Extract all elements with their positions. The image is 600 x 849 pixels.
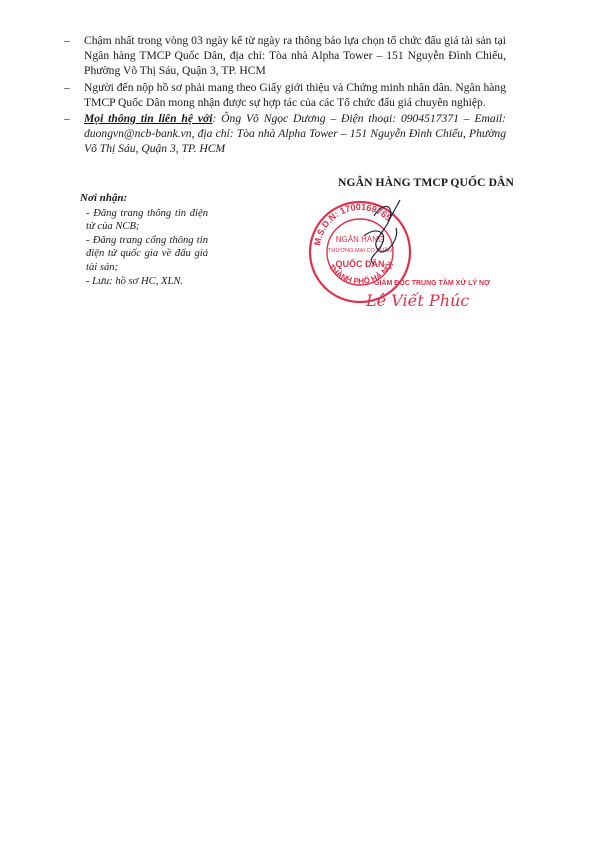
seal-line-type: THƯƠNG MẠI CỔ PHẦN — [328, 248, 392, 254]
bullet-dash: – — [64, 80, 70, 94]
recipient-item: - Đăng trang thông tin điện tử của NCB; — [86, 207, 208, 233]
bullet-dash: – — [64, 34, 70, 47]
bullet-text: Người đến nộp hồ sơ phải mang theo Giấy giới thiệu và Chứng minh nhân dân. Ngân hàng TMCP Quốc Dân mong nhận được sự hợp tác của các Tổ chức đấu giá chuyên nghiệp. — [84, 80, 506, 109]
seal-ring-text: M.S.D.N: 1700169765 — [312, 201, 394, 247]
contact-item — [64, 111, 506, 157]
seal-ring-text-bottom: THÀNH PHỐ HÀ NỘI — [326, 260, 396, 286]
contact-text: : Ông Võ Ngọc Dương – Điện thoại: 0904517371 – Email: duongvn@ncb-bank.vn, địa chỉ: Tòa nhà Alpha Tower – 151 Nguyễn Đình Chiểu, Phường Võ Thị Sáu, Quận 3, TP. HCM — [84, 112, 506, 156]
contact-label: Mọi thông tin liên hệ với — [84, 112, 213, 126]
signatory-name: Lê Viết Phúc — [366, 291, 470, 310]
seal-line-bank: NGÂN HÀNG — [335, 235, 385, 244]
list-item — [64, 80, 506, 110]
stamp-title: GIÁM ĐỐC TRUNG TÂM XỬ LÝ NỢ — [374, 280, 490, 287]
signer-organization: NGÂN HÀNG TMCP QUỐC DÂN — [338, 176, 514, 189]
bullet-list — [64, 33, 506, 158]
bullet-dash: – — [64, 112, 70, 126]
seal-line-name: QUỐC DÂN — [335, 259, 385, 269]
bullet-text: Chậm nhất trong vòng 03 ngày kể từ ngày ra thông báo lựa chọn tổ chức đấu giá tài sản tại Ngân hàng TMCP Quốc Dân, địa chỉ: Tòa nhà Alpha Tower – 151 Nguyễn Đình Chiểu, Phường Võ Thị Sáu, Quận 3, TP. HCM — [84, 34, 506, 78]
recipient-item: - Đăng trang cổng thông tin điện tử quốc gia về đấu giá tài sản; — [86, 234, 208, 273]
recipient-item: - Lưu: hồ sơ HC, XLN. — [86, 275, 184, 287]
recipients-title: Nơi nhận: — [80, 192, 128, 204]
recipients-block — [80, 192, 208, 288]
list-item — [64, 33, 506, 79]
